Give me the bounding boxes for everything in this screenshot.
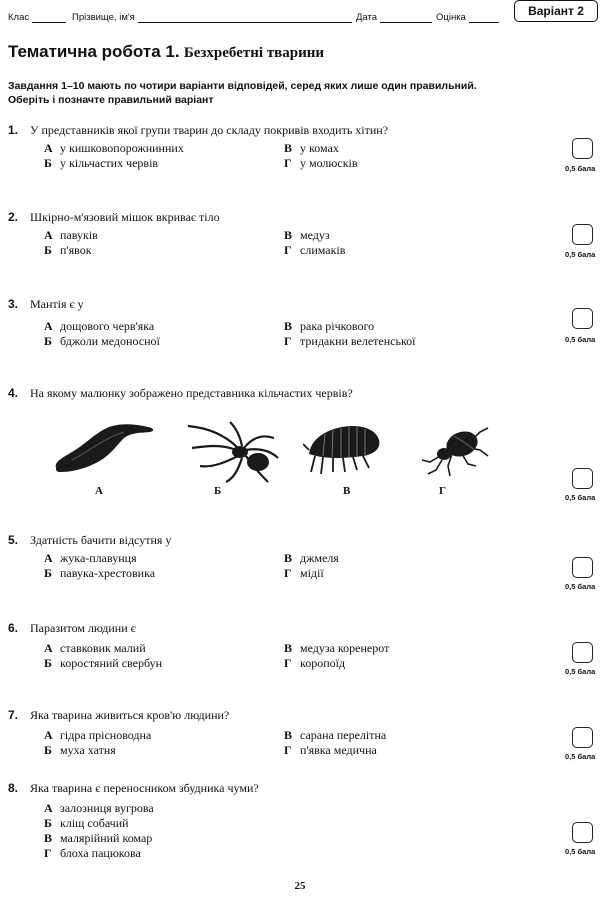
answer-box-6[interactable] bbox=[572, 642, 593, 663]
question-4 bbox=[8, 386, 528, 401]
answer-option[interactable]: В малярійний комар bbox=[44, 831, 153, 845]
answer-option[interactable]: В сарана перелітна bbox=[284, 728, 387, 742]
answer-option[interactable]: Б кліщ собачий bbox=[44, 816, 129, 830]
answer-option[interactable]: А жука-плавунця bbox=[44, 551, 137, 565]
picture-g-beetle[interactable] bbox=[418, 420, 490, 478]
points-label: 0,5 бала bbox=[565, 582, 596, 591]
grade-blank[interactable] bbox=[469, 13, 499, 23]
date-blank[interactable] bbox=[380, 13, 432, 23]
title-sub: Безхребетні тварини bbox=[183, 45, 325, 61]
answer-option[interactable]: В рака річкового bbox=[284, 319, 375, 333]
answer-box-7[interactable] bbox=[572, 727, 593, 748]
question-number: 4. bbox=[8, 386, 19, 400]
answer-option[interactable]: А дощового черв'яка bbox=[44, 319, 155, 333]
question-text: Здатність бачити відсутня у bbox=[30, 533, 172, 547]
answer-option[interactable]: Г п'явка медична bbox=[284, 743, 377, 757]
answer-box-5[interactable] bbox=[572, 557, 593, 578]
answer-option[interactable]: Г коропоїд bbox=[284, 656, 346, 670]
answer-option[interactable]: В медуза коренерот bbox=[284, 641, 390, 655]
date-field[interactable] bbox=[356, 12, 432, 23]
question-8 bbox=[8, 781, 528, 861]
answer-option[interactable]: В джмеля bbox=[284, 551, 339, 565]
answer-option[interactable]: А гідра прісноводна bbox=[44, 728, 152, 742]
question-number: 1. bbox=[8, 123, 19, 137]
answer-box-1[interactable] bbox=[572, 138, 593, 159]
picture-a-worm[interactable] bbox=[52, 418, 156, 476]
question-number: 6. bbox=[8, 621, 19, 635]
variant-badge: Варіант 2 bbox=[514, 0, 598, 22]
grade-label: Оцінка bbox=[436, 12, 466, 23]
title-main: Тематична робота 1. bbox=[8, 42, 180, 61]
picture-v-woodlouse[interactable] bbox=[303, 420, 383, 478]
name-field[interactable] bbox=[72, 12, 352, 23]
answer-option[interactable]: Б павука-хрестовика bbox=[44, 566, 156, 580]
points-label: 0,5 бала bbox=[565, 250, 596, 259]
answer-box-4[interactable] bbox=[572, 468, 593, 489]
question-text: Мантія є у bbox=[30, 297, 84, 311]
worksheet-header bbox=[8, 6, 596, 26]
answer-option[interactable]: Б п'явок bbox=[44, 243, 92, 257]
answer-option[interactable]: Б муха хатня bbox=[44, 743, 116, 757]
question-number: 7. bbox=[8, 708, 19, 722]
date-label: Дата bbox=[356, 12, 378, 23]
instruction-text: Завдання 1–10 мають по чотири варіанти відповідей, серед яких лише один правильний. Оберіть і позначте правильний варіант bbox=[8, 80, 477, 106]
question-text: У представників якої групи тварин до складу покривів входить хітин? bbox=[30, 123, 389, 137]
points-label: 0,5 бала bbox=[565, 752, 596, 761]
class-blank[interactable] bbox=[32, 13, 66, 23]
answer-option[interactable]: В медуз bbox=[284, 228, 330, 242]
answer-option[interactable]: А павуків bbox=[44, 228, 98, 242]
name-blank[interactable] bbox=[138, 13, 352, 23]
answer-box-2[interactable] bbox=[572, 224, 593, 245]
question-text: Яка тварина живиться кров'ю людини? bbox=[30, 708, 230, 722]
picture-b-label: Б bbox=[214, 485, 222, 497]
grade-field[interactable] bbox=[436, 12, 499, 23]
picture-a-label: А bbox=[95, 485, 103, 497]
question-text: Шкірно-м'язовий мішок вкриває тіло bbox=[30, 210, 220, 224]
question-1 bbox=[8, 123, 528, 173]
answer-option[interactable]: Г блоха пацюкова bbox=[44, 846, 141, 860]
answer-box-3[interactable] bbox=[572, 308, 593, 329]
answer-option[interactable]: Г мідії bbox=[284, 566, 324, 580]
answer-option[interactable]: А у кишковопорожнинних bbox=[44, 141, 184, 155]
question-2 bbox=[8, 210, 528, 260]
question-text: Паразитом людини є bbox=[30, 621, 136, 635]
class-label: Клас bbox=[8, 12, 30, 23]
page-title bbox=[8, 42, 324, 62]
answer-box-8[interactable] bbox=[572, 822, 593, 843]
answer-option[interactable]: В у комах bbox=[284, 141, 339, 155]
answer-option[interactable]: Г тридакни велетенської bbox=[284, 334, 416, 348]
points-label: 0,5 бала bbox=[565, 667, 596, 676]
question-text: Яка тварина є переносником збудника чуми? bbox=[30, 781, 259, 795]
points-label: 0,5 бала bbox=[565, 847, 596, 856]
answer-option[interactable]: А залозниця вугрова bbox=[44, 801, 154, 815]
question-3 bbox=[8, 297, 528, 347]
question-6 bbox=[8, 621, 528, 671]
points-label: 0,5 бала bbox=[565, 493, 596, 502]
question-7 bbox=[8, 708, 528, 758]
name-label: Прізвище, ім'я bbox=[72, 12, 135, 23]
picture-v-label: В bbox=[343, 485, 351, 497]
question-text: На якому малюнку зображено представника кільчастих червів? bbox=[30, 386, 353, 400]
question-number: 3. bbox=[8, 297, 19, 311]
answer-option[interactable]: Г слимаків bbox=[284, 243, 346, 257]
picture-b-spider[interactable] bbox=[182, 418, 282, 486]
points-label: 0,5 бала bbox=[565, 335, 596, 344]
answer-option[interactable]: А ставковик малий bbox=[44, 641, 146, 655]
answer-option[interactable]: Б бджоли медоносної bbox=[44, 334, 160, 348]
picture-g-label: Г bbox=[439, 485, 446, 497]
answer-option[interactable]: Б у кільчастих червів bbox=[44, 156, 159, 170]
page-number: 25 bbox=[294, 880, 306, 892]
question-number: 5. bbox=[8, 533, 19, 547]
answer-option[interactable]: Г у молюсків bbox=[284, 156, 358, 170]
points-label: 0,5 бала bbox=[565, 164, 596, 173]
answer-option[interactable]: Б коростяний свербун bbox=[44, 656, 163, 670]
question-number: 8. bbox=[8, 781, 19, 795]
question-number: 2. bbox=[8, 210, 19, 224]
class-field[interactable] bbox=[8, 12, 66, 23]
question-5 bbox=[8, 533, 528, 583]
